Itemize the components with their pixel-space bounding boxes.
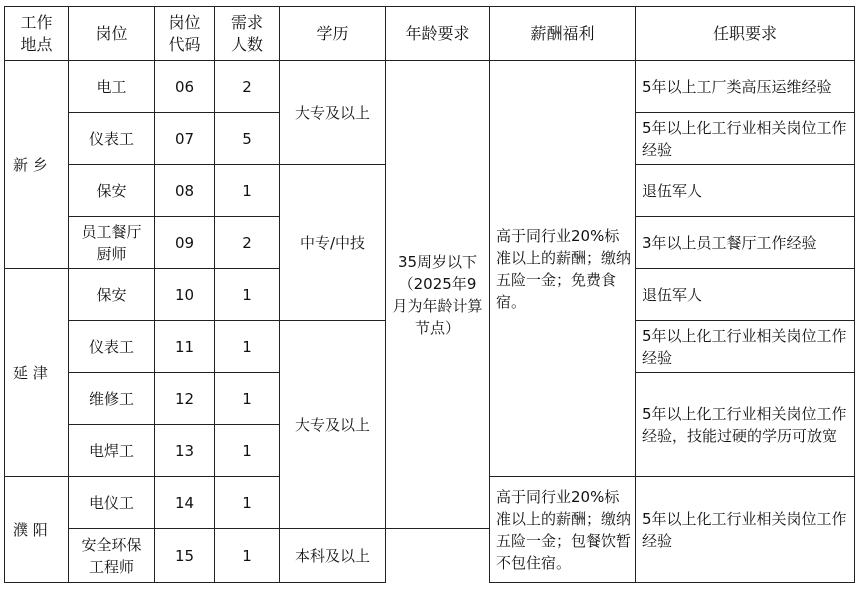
education-cell: 大专及以上 — [280, 321, 386, 529]
code-cell: 12 — [155, 373, 215, 425]
location-cell-puyang: 濮 阳 — [5, 477, 69, 583]
count-cell: 2 — [215, 217, 280, 269]
header-education: 学历 — [280, 7, 386, 61]
requirement-cell: 5年以上化工行业相关岗位工作经验，技能过硬的学历可放宽 — [636, 373, 855, 477]
position-cell: 安全环保工程师 — [69, 529, 155, 583]
location-cell-xinxiang: 新 乡 — [5, 61, 69, 269]
code-cell: 06 — [155, 61, 215, 113]
code-cell: 07 — [155, 113, 215, 165]
position-cell: 电焊工 — [69, 425, 155, 477]
education-cell: 本科及以上 — [280, 529, 386, 583]
count-cell: 1 — [215, 269, 280, 321]
code-cell: 14 — [155, 477, 215, 529]
header-salary: 薪酬福利 — [490, 7, 636, 61]
requirement-cell: 5年以上工厂类高压运维经验 — [636, 61, 855, 113]
count-cell: 2 — [215, 61, 280, 113]
position-cell: 保安 — [69, 165, 155, 217]
education-cell: 中专/中技 — [280, 165, 386, 321]
salary-cell: 高于同行业20%标准以上的薪酬；缴纳五险一金；免费食宿。 — [490, 61, 636, 477]
count-cell: 1 — [215, 321, 280, 373]
count-cell: 1 — [215, 165, 280, 217]
count-cell: 1 — [215, 529, 280, 583]
position-cell: 电仪工 — [69, 477, 155, 529]
header-code: 岗位代码 — [155, 7, 215, 61]
header-row — [5, 7, 855, 61]
table-row — [5, 61, 855, 113]
count-cell: 1 — [215, 477, 280, 529]
requirement-cell: 退伍军人 — [636, 165, 855, 217]
code-cell: 13 — [155, 425, 215, 477]
code-cell: 10 — [155, 269, 215, 321]
position-cell: 维修工 — [69, 373, 155, 425]
header-requirements: 任职要求 — [636, 7, 855, 61]
requirement-cell: 退伍军人 — [636, 269, 855, 321]
salary-cell: 高于同行业20%标准以上的薪酬；缴纳五险一金；包餐饮暂不包住宿。 — [490, 477, 636, 583]
recruitment-table — [4, 6, 855, 583]
header-position: 岗位 — [69, 7, 155, 61]
code-cell: 08 — [155, 165, 215, 217]
code-cell: 09 — [155, 217, 215, 269]
code-cell: 15 — [155, 529, 215, 583]
position-cell: 员工餐厅厨师 — [69, 217, 155, 269]
header-age: 年龄要求 — [386, 7, 490, 61]
requirement-cell: 3年以上员工餐厅工作经验 — [636, 217, 855, 269]
position-cell: 仪表工 — [69, 321, 155, 373]
position-cell: 仪表工 — [69, 113, 155, 165]
count-cell: 1 — [215, 425, 280, 477]
header-location: 工作地点 — [5, 7, 69, 61]
requirement-cell: 5年以上化工行业相关岗位工作经验 — [636, 321, 855, 373]
location-cell-yanjin: 延 津 — [5, 269, 69, 477]
requirement-cell: 5年以上化工行业相关岗位工作经验 — [636, 477, 855, 583]
position-cell: 保安 — [69, 269, 155, 321]
position-cell: 电工 — [69, 61, 155, 113]
count-cell: 5 — [215, 113, 280, 165]
education-cell: 大专及以上 — [280, 61, 386, 165]
age-requirement-cell: 35周岁以下（2025年9月为年龄计算节点） — [386, 61, 490, 529]
count-cell: 1 — [215, 373, 280, 425]
requirement-cell: 5年以上化工行业相关岗位工作经验 — [636, 113, 855, 165]
header-count: 需求人数 — [215, 7, 280, 61]
code-cell: 11 — [155, 321, 215, 373]
